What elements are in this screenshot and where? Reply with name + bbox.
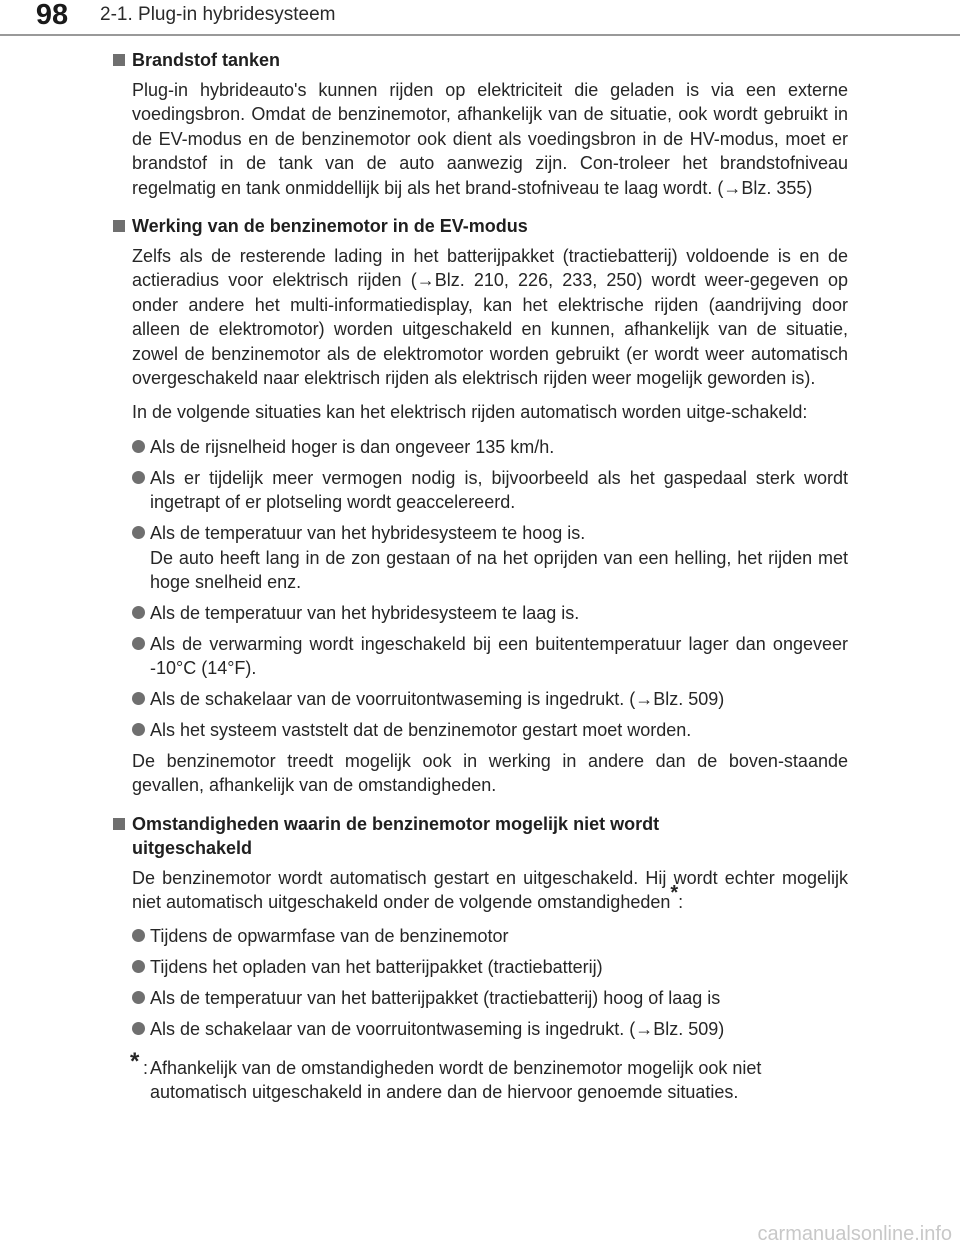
paragraph: De benzinemotor treedt mogelijk ook in werking in andere dan de boven-staande gevallen, afhankelijk van de omstandigheden.	[132, 750, 848, 796]
list-item: Als de schakelaar van de voorruitontwaseming is ingedrukt. (→Blz. 509)	[112, 1017, 848, 1041]
paragraph: De benzinemotor wordt automatisch gestart en uitgeschakeld. Hij wordt echter mogelijk niet automatisch uitgeschakeld onder de volgende omstandigheden*:	[132, 867, 848, 913]
round-bullet-icon	[132, 960, 145, 973]
footnote-marker: *	[670, 882, 679, 905]
round-bullet-icon	[132, 526, 145, 539]
section-heading: Brandstof tanken	[112, 48, 848, 72]
paragraph: Plug-in hybrideauto's kunnen rijden op elektriciteit die geladen is via een externe voedingsbron. Omdat de benzinemotor, afhankelijk van de situatie, ook wordt gebruikt in de EV-modus en de benzinemotor ook dient als voedingsbron in de HV-modus, moet er brandstof in de tank van de auto aanwezig zijn. Con-troleer het brandstofniveau regelmatig en tank onmiddellijk bij als het brand-stofniveau te laag wordt. (→Blz. 355)	[132, 80, 848, 198]
section-heading: Werking van de benzinemotor in de EV-modus	[112, 214, 848, 238]
list-item: Als de verwarming wordt ingeschakeld bij een buitentemperatuur lager dan ongeveer -10°C (14°F).	[112, 632, 848, 681]
square-bullet-icon	[113, 818, 125, 830]
section-engine-not-stopping	[112, 812, 848, 1042]
page-header	[0, 0, 960, 38]
section-title: 2-1. Plug-in hybridesysteem	[100, 4, 336, 25]
round-bullet-icon	[132, 440, 145, 453]
footnote-text: Afhankelijk van de omstandigheden wordt de benzinemotor mogelijk ook niet automatisch uitgeschakeld in andere dan de hiervoor genoemde situaties.	[150, 1057, 762, 1102]
square-bullet-icon	[113, 54, 125, 66]
section-heading: Omstandigheden waarin de benzinemotor mogelijk niet wordt uitgeschakeld	[112, 812, 848, 860]
list-item: Als de temperatuur van het hybridesysteem te laag is.	[112, 601, 848, 625]
round-bullet-icon	[132, 606, 145, 619]
round-bullet-icon	[132, 929, 145, 942]
footnote-asterisk: *	[130, 1047, 140, 1075]
paragraph: Zelfs als de resterende lading in het batterijpakket (tractiebatterij) voldoende is en de actieradius voor elektrisch rijden (→Blz. 210, 226, 233, 250) wordt weer-gegeven op onder andere het multi-informatiedisplay, kan het elektrische rijden (aandrijving door alleen de elektromotor) worden uitgeschakeld en kunnen, afhankelijk van de situatie, zowel de benzinemotor als de elektromotor worden gebruikt (er wordt weer automatisch overgeschakeld naar elektrisch rijden als elektrisch rijden weer mogelijk geworden is).	[132, 246, 848, 389]
round-bullet-icon	[132, 471, 145, 484]
footnote	[112, 1047, 848, 1105]
round-bullet-icon	[132, 723, 145, 736]
list-item: Als de temperatuur van het batterijpakket (tractiebatterij) hoog of laag is	[112, 986, 848, 1010]
list-item: Als er tijdelijk meer vermogen nodig is, bijvoorbeeld als het gaspedaal sterk wordt ingetrapt of er plotseling wordt geaccelereerd.	[112, 466, 848, 515]
list-item: Als de temperatuur van het hybridesysteem te hoog is. De auto heeft lang in de zon gestaan of na het oprijden van een helling, het rijden met hoge snelheid enz.	[112, 521, 848, 594]
bullet-list	[112, 924, 848, 1041]
section-fuel-refill	[112, 48, 848, 200]
round-bullet-icon	[132, 692, 145, 705]
footnote-colon: :	[143, 1057, 149, 1078]
square-bullet-icon	[113, 220, 125, 232]
list-item: Als de rijsnelheid hoger is dan ongeveer 135 km/h.	[112, 435, 848, 459]
list-item: Als de schakelaar van de voorruitontwaseming is ingedrukt. (→Blz. 509)	[112, 687, 848, 711]
list-item: Tijdens het opladen van het batterijpakket (tractiebatterij)	[112, 955, 848, 979]
list-item: Tijdens de opwarmfase van de benzinemotor	[112, 924, 848, 948]
section-engine-ev-mode	[112, 214, 848, 798]
header-divider	[0, 34, 960, 36]
bullet-list	[112, 435, 848, 742]
page-content	[112, 48, 848, 1104]
round-bullet-icon	[132, 637, 145, 650]
paragraph: In de volgende situaties kan het elektrisch rijden automatisch worden uitge-schakeld:	[132, 402, 808, 423]
round-bullet-icon	[132, 991, 145, 1004]
round-bullet-icon	[132, 1022, 145, 1035]
page-number: 98	[35, 0, 69, 31]
watermark: carmanualsonline.info	[757, 1223, 952, 1245]
list-item: Als het systeem vaststelt dat de benzinemotor gestart moet worden.	[112, 718, 848, 742]
